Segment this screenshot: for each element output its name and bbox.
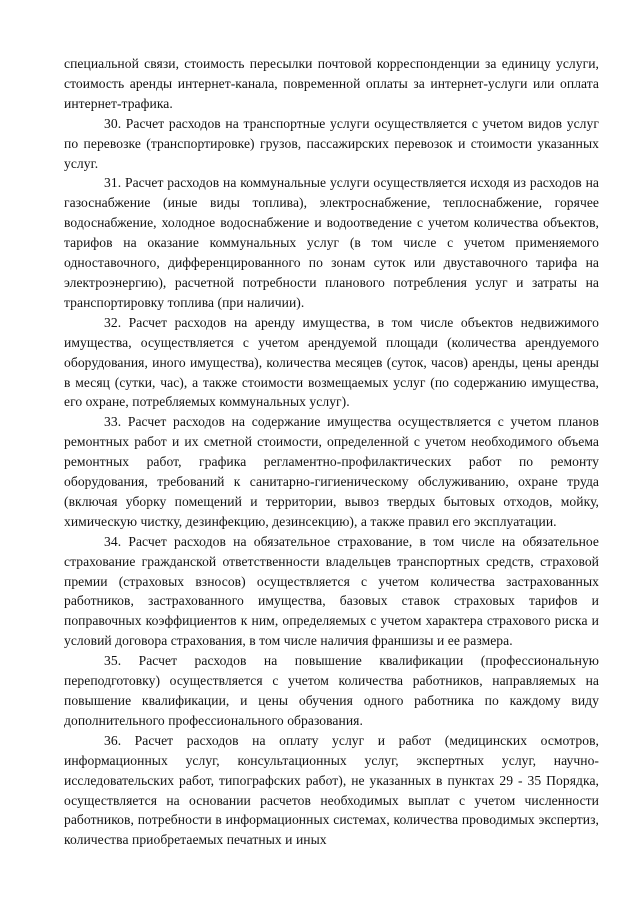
paragraph-35: 35. Расчет расходов на повышение квалификации (профессиональную переподготовку) осуществляется с учетом количества работников, направляемых на повышение квалификации, и цены обучения одного работника по каждому виду дополнительного профессионального образования. (64, 653, 599, 728)
document-body (64, 54, 599, 850)
paragraph-31: 31. Расчет расходов на коммунальные услуги осуществляется исходя из расходов на газоснабжение (иные виды топлива), электроснабжение, теплоснабжение, горячее водоснабжение, холодное водоснабжение и водоотведение с учетом количества объектов, тарифов на оказание коммунальных услуг (в том числе с учетом применяемого одноставочного, дифференцированного по зонам суток или двуставочного тарифа на электроэнергию), расчетной потребности планового потребления услуг и затраты на транспортировку топлива (при наличии). (64, 175, 599, 310)
paragraph-34: 34. Расчет расходов на обязательное страхование, в том числе на обязательное страхование гражданской ответственности владельцев транспортных средств, страховой премии (страховых взносов) осуществляется с учетом количества застрахованных работников, застрахованного имущества, базовых ставок страховых тарифов и поправочных коэффициентов к ним, определяемых с учетом характера страхового риска и условий договора страхования, в том числе наличия франшизы и ее размера. (64, 533, 599, 649)
paragraph-33: 33. Расчет расходов на содержание имущества осуществляется с учетом планов ремонтных работ и их сметной стоимости, определенной с учетом необходимого объема ремонтных работ, графика регламентно-профилактических работ по ремонту оборудования, требований к санитарно-гигиеническому обслуживанию, охране труда (включая уборку помещений и территории, вывоз твердых бытовых отходов, мойку, химическую чистку, дезинфекцию, дезинсекцию), а также правил его эксплуатации. (64, 414, 599, 529)
paragraph-36: 36. Расчет расходов на оплату услуг и работ (медицинских осмотров, информационных услуг, консультационных услуг, экспертных услуг, научно-исследовательских работ, типографских работ), не указанных в пунктах 29 - 35 Порядка, осуществляется на основании расчетов необходимых выплат с учетом численности работников, потребности в информационных системах, количества проводимых экспертиз, количества приобретаемых печатных и иных (64, 732, 599, 848)
paragraph-32: 32. Расчет расходов на аренду имущества, в том числе объектов недвижимого имущества, осуществляется с учетом арендуемой площади (количества арендуемого оборудования, иного имущества), количества месяцев (суток, часов) аренды, цены аренды в месяц (сутки, час), а также стоимости возмещаемых услуг (по содержанию имущества, его охране, потребляемых коммунальных услуг). (64, 314, 599, 410)
paragraph-30: 30. Расчет расходов на транспортные услуги осуществляется с учетом видов услуг по перевозке (транспортировке) грузов, пассажирских перевозок и стоимости указанных услуг. (64, 115, 599, 171)
paragraph-continuation: специальной связи, стоимость пересылки почтовой корреспонденции за единицу услуги, стоимость аренды интернет-канала, повременной оплаты за интернет-услуги или оплата интернет-трафика. (64, 56, 599, 111)
